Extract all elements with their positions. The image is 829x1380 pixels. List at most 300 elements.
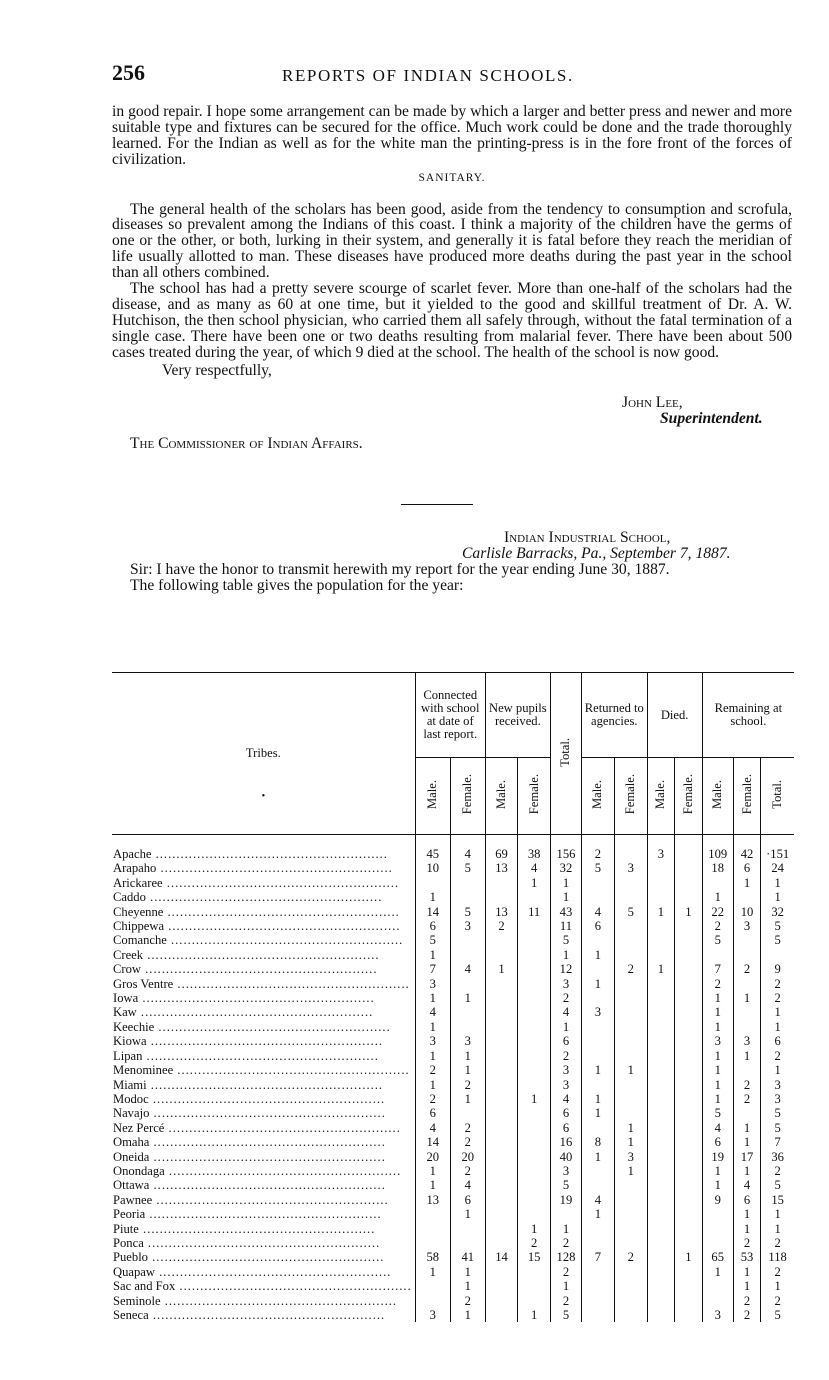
cell-st: 2 [761,1049,794,1063]
cell-df: 1 [675,905,703,919]
cell-t: 2 [550,1265,581,1279]
cell-t: 5 [550,1178,581,1192]
cell-st: 1 [761,1222,794,1236]
cell-rm [582,1279,615,1293]
cell-rf [614,1236,647,1250]
cell-df [675,890,703,904]
table-row [112,919,794,933]
cell-dm [647,933,675,947]
cell-t: 3 [550,1164,581,1178]
table-row [112,991,794,1005]
table-row [112,1207,794,1221]
cell-cm: 4 [415,1121,450,1135]
cell-cf: 5 [450,861,485,875]
tribes-header-label: Tribes. [245,746,281,760]
table-row [112,1034,794,1048]
cell-sm: 1 [702,1063,733,1077]
col-label: Male. [425,779,440,810]
cell-sf [733,1005,761,1019]
table-row [112,1049,794,1063]
cell-sm: 1 [702,1265,733,1279]
cell-rm: 1 [582,1063,615,1077]
cell-rf: 5 [614,905,647,919]
cell-rm: 3 [582,1005,615,1019]
place-and-date: Carlisle Barracks, Pa., September 7, 1887. [462,545,731,563]
col-total [550,673,581,835]
cell-sm: 1 [702,991,733,1005]
cell-rm [582,876,615,890]
cell-st: 6 [761,1034,794,1048]
cell-sm: 2 [702,977,733,991]
cell-rf [614,1222,647,1236]
cell-sm: 1 [702,1092,733,1106]
cell-cf [450,890,485,904]
cell-rf [614,1193,647,1207]
cell-nm: 13 [485,905,518,919]
cell-nf: 1 [518,1222,551,1236]
cell-rm: 6 [582,919,615,933]
tribe-name: Piute ..... [112,1222,415,1236]
cell-df [675,1279,703,1293]
cell-nm: 69 [485,847,518,861]
cell-dm [647,876,675,890]
cell-sf [733,1106,761,1120]
group-new-pupils: New pupils received. [485,673,550,758]
cell-sm: 1 [702,1164,733,1178]
cell-rf: 3 [614,1150,647,1164]
cell-dm [647,1207,675,1221]
col-returned-female [614,758,647,835]
cell-df [675,991,703,1005]
cell-t: 1 [550,876,581,890]
cell-cm: 7 [415,962,450,976]
cell-nf [518,1279,551,1293]
cell-rf [614,1106,647,1120]
cell-cf: 6 [450,1193,485,1207]
cell-cm: 1 [415,991,450,1005]
cell-rf: 2 [614,1250,647,1264]
cell-rm: 1 [582,977,615,991]
cell-df: 1 [675,1250,703,1264]
cell-cm [415,876,450,890]
table-row [112,1092,794,1106]
cell-nf: 15 [518,1250,551,1264]
cell-sm [702,1222,733,1236]
cell-sf: 2 [733,1308,761,1322]
cell-dm [647,1005,675,1019]
cell-nf [518,1265,551,1279]
cell-sm: 65 [702,1250,733,1264]
tribe-name: Navajo ..... [112,1106,415,1120]
tribe-name: Pawnee ..... [112,1193,415,1207]
cell-cf: 4 [450,962,485,976]
cell-sm [702,948,733,962]
cell-st: 1 [761,1005,794,1019]
cell-st: 5 [761,1106,794,1120]
cell-nm [485,1020,518,1034]
cell-nm [485,1207,518,1221]
cell-nf [518,1178,551,1192]
cell-sm: 7 [702,962,733,976]
table-row [112,905,794,919]
cell-nm [485,948,518,962]
cell-df [675,1063,703,1077]
cell-st: ·151 [761,847,794,861]
cell-t: 43 [550,905,581,919]
cell-df [675,933,703,947]
cell-st: 1 [761,876,794,890]
cell-nm [485,933,518,947]
cell-st: 3 [761,1078,794,1092]
cell-cf: 1 [450,1063,485,1077]
cell-cf [450,1236,485,1250]
cell-rm [582,1049,615,1063]
cell-dm: 1 [647,962,675,976]
cell-sf: 2 [733,1294,761,1308]
cell-sf [733,933,761,947]
cell-t: 4 [550,1005,581,1019]
table-row [112,1222,794,1236]
cell-sm: 4 [702,1121,733,1135]
cell-rm [582,1178,615,1192]
cell-df [675,1092,703,1106]
cell-sf [733,1020,761,1034]
cell-cm: 6 [415,919,450,933]
cell-sf [733,890,761,904]
cell-rm [582,1308,615,1322]
cell-cm: 20 [415,1150,450,1164]
signature-name: John Lee, [622,393,683,411]
cell-rf [614,890,647,904]
cell-st: 3 [761,1092,794,1106]
cell-rf [614,1078,647,1092]
cell-t: 5 [550,933,581,947]
cell-dm [647,1193,675,1207]
col-remaining-female [733,758,761,835]
cell-t: 156 [550,847,581,861]
table-spacer-row [112,835,794,848]
cell-df [675,1308,703,1322]
cell-nf [518,1020,551,1034]
cell-cm: 14 [415,905,450,919]
cell-df [675,977,703,991]
cell-st: 2 [761,1236,794,1250]
cell-sf: 1 [733,1135,761,1149]
cell-t: 6 [550,1106,581,1120]
cell-cm: 1 [415,948,450,962]
col-label: Male. [590,779,605,810]
cell-dm [647,1236,675,1250]
table-row [112,1236,794,1250]
cell-nm [485,1034,518,1048]
cell-nm [485,1121,518,1135]
cell-df [675,1049,703,1063]
cell-nf [518,919,551,933]
cell-nf [518,933,551,947]
cell-nm [485,1135,518,1149]
cell-rf [614,1020,647,1034]
cell-sm: 5 [702,933,733,947]
col-remaining-male [702,758,733,835]
cell-nf: 11 [518,905,551,919]
cell-dm [647,890,675,904]
cell-dm [647,1265,675,1279]
cell-rm: 1 [582,1092,615,1106]
cell-dm: 3 [647,847,675,861]
table-row [112,847,794,861]
cell-rf: 3 [614,861,647,875]
cell-df [675,876,703,890]
table-row [112,1121,794,1135]
cell-dm [647,1279,675,1293]
cell-sm: 6 [702,1135,733,1149]
cell-nf [518,1049,551,1063]
tribe-name: Pueblo ..... [112,1250,415,1264]
table-header-groups [112,673,794,758]
cell-st: 15 [761,1193,794,1207]
cell-df [675,1222,703,1236]
table-row [112,1294,794,1308]
cell-rm: 2 [582,847,615,861]
cell-rm: 7 [582,1250,615,1264]
cell-rf [614,1092,647,1106]
cell-sf: 1 [733,991,761,1005]
cell-sm: 1 [702,890,733,904]
tribe-name: Iowa ..... [112,991,415,1005]
cell-t: 2 [550,991,581,1005]
population-table [112,672,794,1322]
cell-nm [485,1150,518,1164]
cell-df [675,1135,703,1149]
cell-df [675,1020,703,1034]
cell-t: 19 [550,1193,581,1207]
cell-sm: 5 [702,1106,733,1120]
table-row [112,1279,794,1293]
cell-sm [702,1236,733,1250]
cell-rf: 1 [614,1121,647,1135]
cell-sm: 22 [702,905,733,919]
cell-rm: 1 [582,1106,615,1120]
page-header [112,60,792,90]
cell-cm: 13 [415,1193,450,1207]
cell-df [675,1193,703,1207]
table-row [112,948,794,962]
cell-nm [485,1078,518,1092]
cell-cm: 2 [415,1063,450,1077]
cell-cm: 3 [415,1308,450,1322]
cell-nm [485,1178,518,1192]
cell-nm: 14 [485,1250,518,1264]
cell-t: 4 [550,1092,581,1106]
cell-cm [415,1236,450,1250]
cell-df [675,1078,703,1092]
cell-rm [582,1222,615,1236]
cell-cm: 2 [415,1092,450,1106]
cell-rf [614,919,647,933]
group-returned: Returned to agencies. [582,673,648,758]
col-label: Female. [526,774,541,815]
cell-rf [614,1279,647,1293]
cell-cm: 1 [415,1164,450,1178]
cell-rm: 4 [582,905,615,919]
cell-t: 1 [550,890,581,904]
col-label: Total. [770,780,785,809]
cell-rf [614,847,647,861]
cell-rm [582,1265,615,1279]
cell-nf [518,1193,551,1207]
col-connected-male [415,758,450,835]
table-row [112,1078,794,1092]
col-label: Female. [680,774,695,815]
cell-cf: 5 [450,905,485,919]
cell-sf: 10 [733,905,761,919]
cell-cm [415,1294,450,1308]
cell-dm [647,1063,675,1077]
cell-sf: 4 [733,1178,761,1192]
table-row [112,977,794,991]
cell-cm [415,1222,450,1236]
cell-rf: 1 [614,1135,647,1149]
paragraph-printing: in good repair. I hope some arrangement can be made by which a larger and better press and newer and more suitable type and fixtures can be secured for the office. Much work could be done and the trade thoroughly learned. For the Indian as well as for the white man the printing-press is in the fore front of the forces of civilization. [112,103,792,168]
cell-cm: 58 [415,1250,450,1264]
cell-sf: 1 [733,1265,761,1279]
table-row [112,1265,794,1279]
cell-st: 2 [761,1294,794,1308]
cell-cm [415,1279,450,1293]
table-row [112,962,794,976]
page-number: 256 [112,60,145,85]
cell-cf: 1 [450,1049,485,1063]
cell-cf [450,977,485,991]
cell-sf: 53 [733,1250,761,1264]
tribe-name: Lipan ..... [112,1049,415,1063]
cell-t: 5 [550,1308,581,1322]
cell-cm: 3 [415,1034,450,1048]
cell-cf [450,933,485,947]
cell-cm: 4 [415,1005,450,1019]
cell-rm [582,1294,615,1308]
cell-rm: 1 [582,1150,615,1164]
cell-nm: 1 [485,962,518,976]
tribe-name: Creek ..... [112,948,415,962]
cell-cf: 1 [450,1207,485,1221]
tribe-name: Nez Percé ..... [112,1121,415,1135]
cell-sm: 2 [702,919,733,933]
table-row [112,1063,794,1077]
tribe-name: Keechie ..... [112,1020,415,1034]
cell-sf: 1 [733,1207,761,1221]
cell-dm [647,948,675,962]
tribe-name: Crow ..... [112,962,415,976]
signature-title: Superintendent. [660,409,763,427]
tribe-name: Omaha ..... [112,1135,415,1149]
cell-rf [614,1034,647,1048]
cell-df [675,1005,703,1019]
tribe-name: Arickaree ..... [112,876,415,890]
col-died-male [647,758,675,835]
cell-st: 5 [761,1121,794,1135]
cell-cf: 2 [450,1294,485,1308]
cell-sm [702,1207,733,1221]
cell-dm [647,1135,675,1149]
cell-dm [647,1049,675,1063]
group-remaining: Remaining at school. [702,673,794,758]
cell-sm [702,1279,733,1293]
cell-cf: 2 [450,1121,485,1135]
cell-rf [614,1178,647,1192]
running-title: REPORTS OF INDIAN SCHOOLS. [282,66,574,85]
cell-st: 36 [761,1150,794,1164]
cell-df [675,1034,703,1048]
cell-rm [582,962,615,976]
cell-rm [582,1034,615,1048]
cell-nf [518,890,551,904]
cell-nm [485,1092,518,1106]
cell-nf: 2 [518,1236,551,1250]
table-row [112,1150,794,1164]
cell-sf: 1 [733,876,761,890]
cell-nm [485,876,518,890]
cell-rm: 1 [582,1207,615,1221]
tribe-name: Kaw ..... [112,1005,415,1019]
cell-sm: 1 [702,1020,733,1034]
cell-nf [518,1078,551,1092]
cell-rm: 8 [582,1135,615,1149]
table-intro: The following table gives the population for the year: [130,577,464,595]
col-label: Male. [710,779,725,810]
addressee: The Commissioner of Indian Affairs. [130,435,363,453]
cell-nf [518,991,551,1005]
cell-df [675,1236,703,1250]
cell-nm: 2 [485,919,518,933]
cell-st: 24 [761,861,794,875]
paragraph-scarlet-fever: The school has had a pretty severe scourge of scarlet fever. More than one-half of the scholars had the disease, and as many as 60 at one time, but it yielded to the good and skillful treatment of Dr. A. W. Hutchison, the then school physician, who carried them all safely through, without the fatal termination of a single case. There have been one or two deaths resulting from malarial fever. There have been about 500 cases treated during the year, of which 9 died at the school. The health of the school is now good. [112,280,792,361]
cell-sf [733,948,761,962]
cell-nm [485,1236,518,1250]
cell-nf [518,1150,551,1164]
cell-st: 5 [761,933,794,947]
cell-sm: 1 [702,1078,733,1092]
cell-sm: 18 [702,861,733,875]
cell-df [675,1265,703,1279]
section-heading-sanitary: SANITARY. [418,171,486,184]
col-label: Male. [494,779,509,810]
cell-cm: 1 [415,1265,450,1279]
cell-nf: 1 [518,876,551,890]
tribe-name: Seneca ..... [112,1308,415,1322]
cell-cf: 4 [450,1178,485,1192]
cell-cf: 2 [450,1078,485,1092]
cell-dm [647,1150,675,1164]
cell-st: 32 [761,905,794,919]
cell-dm [647,1020,675,1034]
tribe-name: Arapaho ..... [112,861,415,875]
cell-df [675,962,703,976]
table-row [112,1005,794,1019]
cell-st: 7 [761,1135,794,1149]
cell-cm: 10 [415,861,450,875]
cell-sf: 6 [733,1193,761,1207]
cell-nm [485,1049,518,1063]
cell-st: 5 [761,1308,794,1322]
cell-t: 32 [550,861,581,875]
cell-rm [582,1236,615,1250]
tribe-name: Modoc ..... [112,1092,415,1106]
tribes-header-mark: • [261,791,266,802]
cell-rm [582,991,615,1005]
cell-st: 1 [761,1020,794,1034]
cell-rm: 1 [582,948,615,962]
